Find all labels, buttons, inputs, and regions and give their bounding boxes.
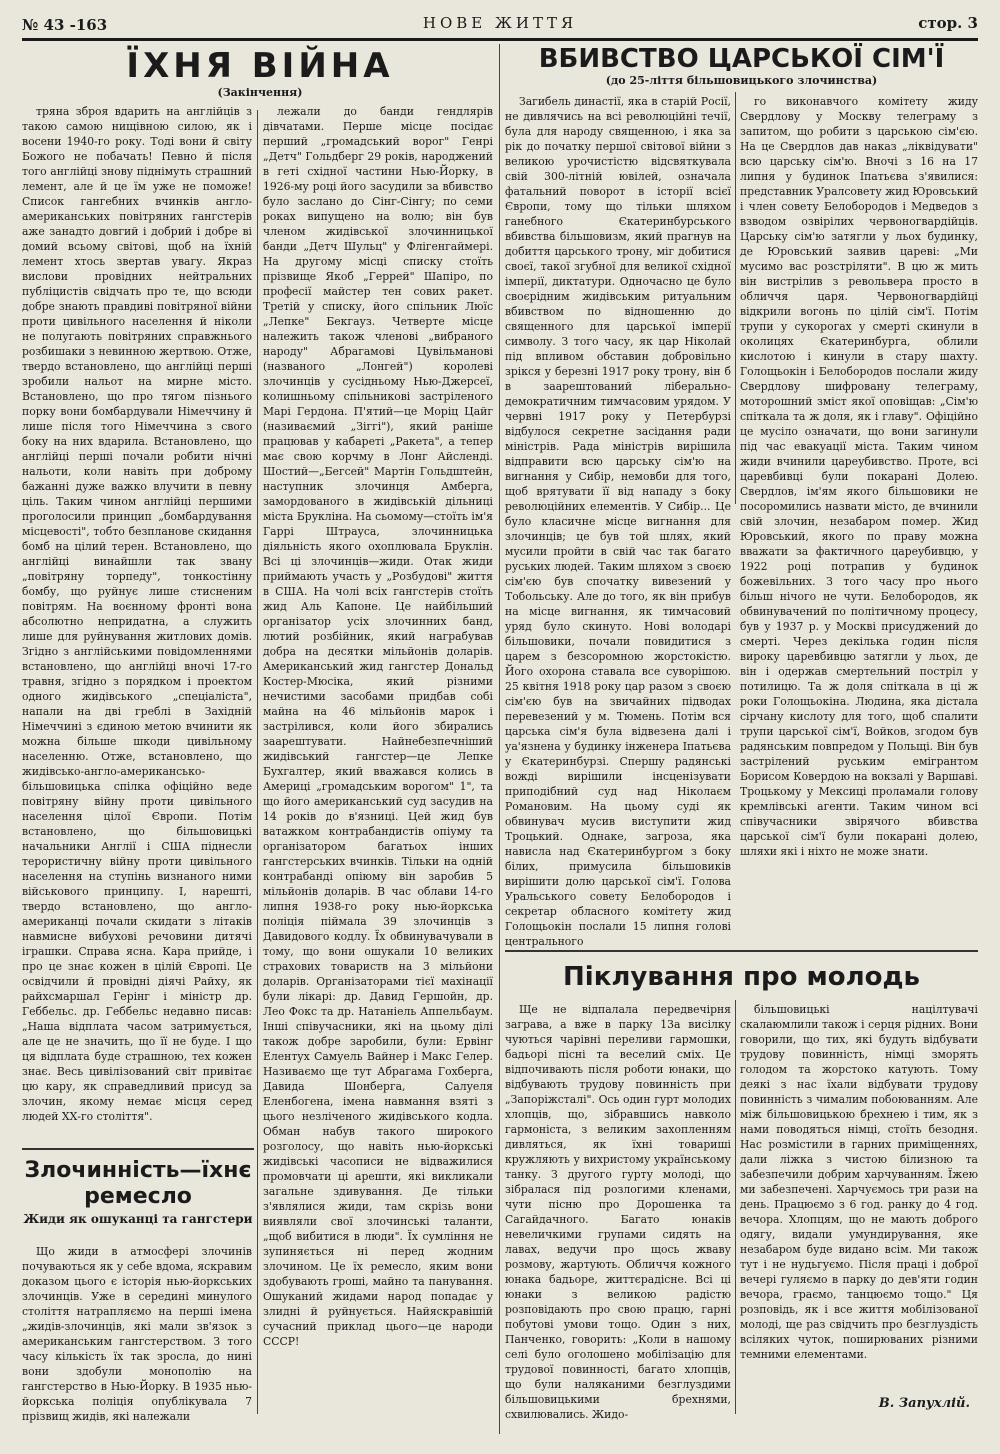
sidebar-headline: Злочинність—їхнє	[24, 1158, 252, 1183]
article-column	[740, 94, 978, 944]
section-divider	[22, 1148, 254, 1150]
sidebar-headline: ремесло	[84, 1184, 192, 1209]
article-column	[263, 104, 493, 1434]
article-column	[740, 1002, 978, 1392]
article-subtitle: (до 25-ліття більшовицького злочинства)	[605, 74, 878, 87]
issue-number: № 43 -163	[22, 16, 108, 34]
newspaper-title: НОВЕ ЖИТТЯ	[422, 14, 578, 32]
column-rule	[499, 44, 500, 1434]
article-column	[22, 104, 252, 1148]
sidebar-column	[22, 1244, 252, 1434]
section-divider	[505, 950, 978, 952]
article-text: лежали до банди гендлярів дівчатами. Перше місце посідає перший „громадський ворог" Генрі „Детч" Гольдберг 29 років, народжений в геті східної частини Нью-Йорку, в 1926-му році його засудили за вбивство було заслано до Сінг-Сінгу; по семи роках випущено на волю; він був членом жидівської злочинницької банди „Детч Шульц" у Флігенгаймері. На другому місці списку стоїть прізвище Якоб „Геррей" Шапіро, по професії майстер тен сових ракет. Третій у списку, його спільник Люїс „Лепке" Бекгауз. Четверте місце належить також членові „вибраного народу" Абрагамові Цувільманові (названого „Лонгей") королеві злочинців у сусідньому Нью-Джерсеї, колишньому спільникові застріленого Марі Гердона. П'ятий—це Моріц Цайг (називаємий „Зіггі"), який раніше працював у кабареті „Ракета", а тепер має свою корчму в Лонг Айсленді. Шостий—„Бегсей" Мартін Гольдштейн, наступник злочинця Амберга, замордованого в жидівській дільниці міста Брукліна. На сьомому—стоїть ім'я Гаррі Штрауса, злочинницька діяльність якого охоплювала Бруклін. Всі ці злочинців—жиди. Отак жиди приймають участь у „Розбудові" життя в США. На чолі всіх гангстерів стоїть жид Аль Капоне. Це найбільший організатор усіх злочинних банд, лютий розбійник, який награбував добра на десятки мільйонів доларів. Американський жид гангстер Дональд Костер-Мюсіка, який різними нечистими засобами придбав собі майна на 46 мільйонів марок і застрілився, коли його збирались заарештувати. Найнебезпечніший жидівський гангстер—це Лепке Бухгалтер, який вважався колись в Америці „громадським ворогом" 1", та що його американський суд засудив на 14 років до в'язниці. Цей жид був ватажком контрабандистів опіуму та організатором багатьох інших гангстерських вчинків. Тільки на одній контрабанді опіюму він заробив 5 мільйонів доларів. В час облави 14-го липня 1938-го року нью-йоркська поліція піймала 39 злочинців з Давидового кодлу. Їх обвинувачували в тому, що вони ошукали 10 великих страхових товариств на 3 мільйони доларів. Організаторами тієї махінації були лікарі: др. Давид Гершойн, др. Лео Фокс та др. Натаніель Аппельбаум. Інші співучасники, які на цьому ділі також добре заробили, були: Ервінг Елентух Самуель Вайнер і Макс Гелер. Називаємо ще тут Абрагама Гохберга, Давида Шонберга, Салуеля Еленбогена, імена навмання взяті з цього незліченого жидівського кодла. Обман набув такого широкого розголосу, що навіть нью-йоркські жидівські часописи не відважилися промовчати ці арешти, які викликали загальне здивування. Де тільки з'являлися жиди, там скрізь вони виявляли свої злочинські таланти, „щоб вибитися в люди". Їх сумління не зупиняється ні перед жодним злочином. Це їх ремесло, яким вони здобувають гроші, майно та панування. Ошуканий жидами народ попадає у злидні й руйнується. Найяскравішій сучасний приклад цього—це народи СССР!	[263, 105, 493, 1348]
article-text: Ще не відпалала передвечірня заграва, а вже в парку 13а висілку чуються чарівні переливи гармошки, бадьорі пісні та веселий сміх. Це відпочивають після роботи юнаки, що відбувають трудову повинність при „Запоріжсталі". Ось один гурт молодих хлопців, що, зібравшись навколо гармоніста, з великим захопленням дивляться, як їхні товариші кружляють у вихристому українському танку. З другого гурту молоді, що зібралася під розлогими кленами, чути пісню про Дорошенка та Сагайдачного. Багато юнаків невеличкими групами сидять на лавах, ведучи про щось жваву розмову, жартують. Обличчя кожного юнака бадьоре, життєрадісне. Всі ці юнаки з великою радістю розповідають про свою працю, гарні побутові умови тощо. Один з них, Панченко, говорить: „Коли в нашому селі було оголошено мобілізацію для трудової повинності, багато хлопців, що були наляканими безглуздими більшовицькими брехнями, схвилювались. Жидо-	[505, 1003, 731, 1421]
column-rule	[735, 92, 736, 504]
article-subtitle: (Закінчення)	[217, 86, 303, 99]
article-text: го виконавчого комітету жиду Свердлову у Москву телеграму з запитом, що робити з царською сім'єю. На це Свердлов дав наказ „ліквідувати" всю царську сім'ю. Вночі з 16 на 17 липня у будинок Іпатьєва з'явилися: представник Уралсовету жид Юровський і член совету Белобородов і Медведов з взводом озвірілих червоногвардійців. Царську сім'ю затягли у льох будинку, де Юровський заявив цареві: „Ми мусимо вас розстріляти". В цю ж мить він вистрілив з револьвера просто в обличчя царя. Червоногвардійці відкрили вогонь по цілій сім'ї. Потім трупи у сукорогах у смерті скинули в околицях Єкатеринбурга, облили кислотою і кинули в стару шахту. Голощьокін і Белобородов послали жиду Свердлову шифровану телеграму, моторошний зміст якої оповіщав: „Сім'ю спіткала та ж доля, як і главу". Офіційно це мусіло означати, що вони загинули під час евакуації міста. Таким чином жиди вчинили цареубивство. Проте, всі царевбивці були покарані Долею. Свердлов, ім'ям якого більшовики не посоромились назвати місто, де вчинили свій злочин, незабаром помер. Жид Юровський, якого по праву можна вважати за фактичного цареубивцю, у 1922 році потрапив у будинок божевільних. З того часу про нього більш нічого не чути. Белобородов, як обвинувачений по політичному процесу, був у 1937 р. у Москві присуджений до смерті. Через декілька годин після вироку царевбивцю затягли у льох, де він і одержав смертельний постріл у потилицю. Та ж доля спіткала в ці ж роки Голощьокіна. Людина, яка дістала сірчану кислоту для того, щоб спалити трупи царської сім'ї, Войков, згодом був радянським повпредом у Польщі. Він був застрілений руським емігрантом Борисом Ковердою на вокзалі у Варшаві. Троцькому у Мексиці проламали голову кремлівські агенти. Таким чином всі співучасники звірячого вбивства царської сім'ї були покарані долею, шляхи які і ніхто не може знати.	[740, 95, 978, 858]
article-text: тряна зброя вдарить на англійців з такою самою нищівною силою, як і восени 1940-го року. Тоді вони й світу Божого не побачать! Певно й після того англійці знову піднімуть страшний лемент, але й це їм уже не поможе! Список гангебних вчинків англо-американських повітряних гангстерів аже занадто довгий і добрий і добре ві домий всьому світові, щоб на їхній лемент хтось звертав увагу. Якраз вислови провідних нейтральних публіцистів свідчать про те, що всюди добре знають правдиві повітряної війни проти цивільного населення й ніколи не полугають повітряних справжнього розбишаки з невинною жертвою. Отже, твердо встановлено, що англійці перші зробили нальот на мирне місто. Встановлено, що про тягом пізнього порку вони бомбардували Німеччину й лише після того Німеччина з свого боку на них вдарила. Встановлено, що англійці перші почали робити нічні нальоти, коли навіть при доброму бажанні дуже важко влучити в певну ціль. Таким чином англійці першими проголосили принцип „бомбардування місцевості", тобто безпланове скидання бомб на цілий терен. Встановлено, що англійці винайшли так звану „повітряну торпеду", тонкостінну бомбу, що руйнує лише стисненим повітрям. На воєнному фронті вона абсолютно непридатна, а служить лише для руйнування житлових домів. Згідно з англійськими повідомленнями встановлено, що англійці вночі 17-го травня, згідно з порядком і проектом одного жидівського „спеціаліста", напали на дві греблі в Західній Німеччині з єдиною метою вчинити як можна більше шкоди цивільному населенню. Отже, встановлено, що жидівсько-англо-американсько-більшовицька спілка офіційно веде повітряну війну проти цивільного населення цілої Європи. Потім встановлено, що більшовицькі начальники Англії і США піднесли терористичну війну проти цивільного населення на ступінь визнаного ними військового принципу. І, нарешті, твердо встановлено, що англо-американці почали скидати з літаків навмисне вибухові речовини дитячі іграшки. Справа ясна. Кара прийде, і про це знає кожен в цілій Європі. Це освідчили й провідні діячі Райху, як райхсмаршал Герінг і міністр др. Геббельс. др. Геббельс недавно писав: „Наша відплата часом затримується, але це не значить, що її не буде. І що ця відплата буде страшною, тех кожен знає. Весь цивілізований світ привітає цю кару, як справедливий присуд за злочин, якому немає місця серед людей ХХ-го століття".	[22, 105, 252, 1123]
article-column	[505, 94, 731, 948]
column-rule	[257, 110, 258, 1414]
masthead	[22, 10, 978, 41]
page-number: стор. 3	[918, 14, 978, 32]
column-rule	[735, 1000, 736, 1414]
article-headline: ВБИВСТВО ЦАРСЬКОЇ СІМ'Ї	[538, 44, 945, 74]
author-signature: В. Запухлій.	[878, 1396, 970, 1411]
article-headline: ЇХНЯ ВІЙНА	[126, 46, 394, 86]
article-text: більшовицькі націлтувачі скалаюмлили також і серця рідних. Вони говорили, що тих, які будуть відбувати трудову повинність, німці зморять голодом та жорстоко катують. Тому деякі з нас їхали відбувати трудову повинність з чималим побоюванням. Але між більшовицькою брехнею і тим, як з нами поводяться німці, стоїть безодня. Нас розмістили в гарних приміщеннях, дали ліжка з чистою білизною та забезпечили добрим харчуванням. Їжею ми забезпечені. Харчуємось три рази на день. Працюємо з 6 год. ранку до 4 год. вечора. Хлопцям, що не мають доброго одягу, видали умундирування, яке незабаром буде видано всім. Ми також тут і не нудьгуємо. Після праці і доброї вечері гуляємо в парку до дев'яти годин вечора, граємо, танцюємо тощо." Ця розповідь, як і все життя мобілізованої молоді, ще раз свідчить про безглуздість всіляких чуток, поширюваних різними темними елементами.	[740, 1003, 978, 1361]
article-headline: Піклування про молодь	[563, 962, 920, 992]
sidebar-text: Що жиди в атмосфері злочинів почуваються як у себе вдома, яскравим доказом цього є історія нью-йоркських злочинців. Уже в середині минулого століття натрапляємо на перші імена „жидів-злочинців, які мали зв'язок з американським гангстерством. З того часу кількість їх так зросла, до нині вони здобули монополію на гангстерство в Нью-Йорку. В 1935 нью-йоркська поліція опублікувала 7 прізвищ жидів, які належали	[22, 1245, 252, 1423]
sidebar-subtitle: Жиди як ошуканці та гангстери	[23, 1212, 253, 1226]
article-text: Загибель династії, яка в старій Росії, не дивлячись на всі революційні течії, була для народу священною, і яка за рік до початку першої світової війни з великою урочистістю відсвяткувала свій 300-літній ювілей, означала фатальний поворот в історії всієї Європи, тому що тільки шляхом ганебного Єкатеринбурського вбивства більшовизм, який прагнув на добиття царського трону, міг добитися своєї, такої згубної для великої східної імперії, диктатури. Одночасно це було своєрідним жидівським ритуальним вбивством по відношенню до священного для царської імперії символу. З того часу, як цар Ніколай під впливом обставин добровільно зрікся у березні 1917 року трону, він б в заарештований ліберально-демократичним тимчасовим урядом. У червні 1917 року у Петербурзі відбулося секретне засідання ради міністрів. Рада міністрів вирішила відправити всю царську сім'ю на вигнання у Сибір, немовби для того, щоб врятувати її від нападу з боку революційних елементів. У Сибір... Це було класичне місце вигнання для злочинців; це був той шлях, який мусили пройти в свій час так багато руських людей. Таким шляхом з своєю сім'єю був спочатку вивезений у Тобольську. Але до того, як він прибув на місце вигнання, як тимчасовий уряд було скинуто. Нові володарі більшовики, почали повидитися з царем з безсоромною жорстокістю. Його охорона ставала все суворішою. 25 квітня 1918 року цар разом з своєю сім'єю був на звичайних підводах перевезений у м. Тюмень. Потім вся царська сім'я була відвезена далі і уа'язнена у будинку інженера Іпатьєва у Єкатеринбурзі. Спершу радянські вожді вирішили інсценізувати приподібний суд над Ніколаєм Романовим. На цьому суді як обвинувач мусив виступити жид Троцький. Однаке, загроза, яка нависла над Єкатеринбургом з боку білих, примусила більшовиків вирішити долю царської сім'ї. Голова Уральського совету Белобородов і секретар обласного комітету жид Голощьокін послали 15 липня голові центрального	[505, 95, 731, 948]
article-column	[505, 1002, 731, 1421]
